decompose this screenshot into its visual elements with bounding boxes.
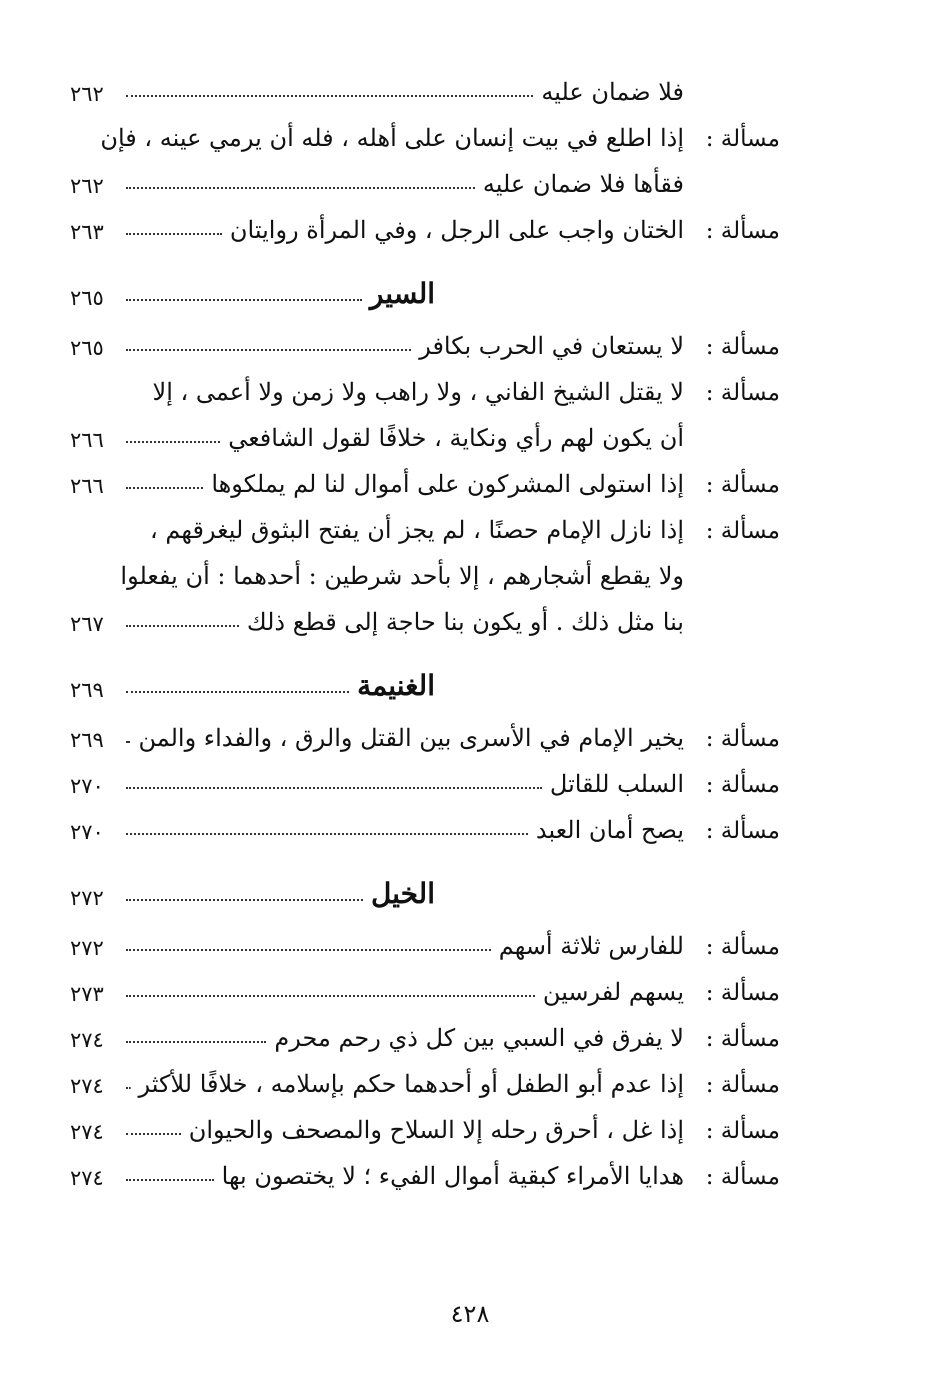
section-title: السير — [369, 277, 435, 310]
leader-dots — [126, 441, 220, 443]
toc-entry — [70, 406, 780, 452]
entry-label: مسألة : — [705, 934, 780, 960]
toc-entry — [70, 752, 780, 798]
section-heading — [70, 252, 780, 310]
leader-dots — [126, 187, 475, 189]
entry-label: مسألة : — [705, 1026, 780, 1052]
toc-entry — [70, 960, 780, 1006]
entry-label: مسألة : — [705, 1164, 780, 1190]
page-number: ٢٧٤ — [70, 1028, 104, 1052]
page-number: ٢٦٥ — [70, 336, 104, 360]
leader-dots — [126, 1179, 214, 1181]
table-of-contents — [70, 60, 780, 1190]
toc-entry — [70, 798, 780, 844]
toc-entry — [70, 706, 780, 752]
section-title: الغنيمة — [357, 669, 435, 702]
leader-dots — [126, 949, 491, 951]
entry-text: للفارس ثلاثة أسهم — [498, 932, 684, 960]
entry-text: ولا يقطع أشجارهم ، إلا بأحد شرطين : أحدهما : أن يفعلوا — [120, 562, 684, 590]
leader-dots — [126, 899, 363, 901]
entry-text: لا يفرق في السبي بين كل ذي رحم محرم — [274, 1024, 684, 1052]
toc-entry — [70, 360, 780, 406]
section-heading — [70, 852, 780, 910]
leader-dots — [126, 741, 130, 743]
entry-label: مسألة : — [705, 380, 780, 406]
page-number: ٢٧٣ — [70, 982, 104, 1006]
entry-text: إذا اطلع في بيت إنسان على أهله ، فله أن يرمي عينه ، فإن — [100, 124, 684, 152]
leader-dots — [126, 1087, 131, 1089]
entry-text: إذا نازل الإمام حصنًا ، لم يجز أن يفتح البثوق ليغرقهم ، — [150, 516, 684, 544]
leader-dots — [126, 487, 203, 489]
entry-text: إذا عدم أبو الطفل أو أحدهما حكم بإسلامه ، خلافًا للأكثر — [138, 1070, 684, 1098]
page-number: ٢٧٠ — [70, 820, 104, 844]
toc-entry — [70, 106, 780, 152]
page-number: ٢٧٤ — [70, 1120, 104, 1144]
toc-entry — [70, 1098, 780, 1144]
leader-dots — [126, 95, 533, 97]
page-number: ٢٦٧ — [70, 612, 104, 636]
toc-entry — [70, 198, 780, 244]
entry-text: فلا ضمان عليه — [541, 78, 684, 106]
page-number: ٢٧٤ — [70, 1074, 104, 1098]
leader-dots — [126, 349, 411, 351]
entry-label: مسألة : — [705, 772, 780, 798]
entry-label: مسألة : — [705, 818, 780, 844]
section-heading — [70, 644, 780, 702]
toc-entry — [70, 452, 780, 498]
page-number: ٢٧٤ — [70, 1166, 104, 1190]
leader-dots — [126, 787, 542, 789]
leader-dots — [126, 1133, 181, 1135]
toc-entry — [70, 314, 780, 360]
toc-entry — [70, 60, 780, 106]
page-number: ٢٦٥ — [70, 286, 104, 310]
page-number: ٢٧٢ — [70, 936, 104, 960]
section-title: الخيل — [370, 877, 435, 910]
entry-text: إذا استولى المشركون على أموال لنا لم يملكوها — [211, 470, 684, 498]
page-number: ٢٦٦ — [70, 428, 104, 452]
page-number: ٢٧٢ — [70, 886, 104, 910]
entry-text: فقأها فلا ضمان عليه — [482, 170, 684, 198]
leader-dots — [126, 833, 528, 835]
toc-entry — [70, 152, 780, 198]
entry-label: مسألة : — [705, 518, 780, 544]
entry-label: مسألة : — [705, 126, 780, 152]
toc-entry — [70, 544, 780, 590]
entry-text: هدايا الأمراء كبقية أموال الفيء ؛ لا يختصون بها — [221, 1162, 684, 1190]
entry-label: مسألة : — [705, 980, 780, 1006]
entry-label: مسألة : — [705, 334, 780, 360]
leader-dots — [126, 299, 362, 301]
entry-text: لا يقتل الشيخ الفاني ، ولا راهب ولا زمن ولا أعمى ، إلا — [152, 378, 684, 406]
entry-text: إذا غل ، أحرق رحله إلا السلاح والمصحف والحيوان — [188, 1116, 684, 1144]
entry-label: مسألة : — [705, 726, 780, 752]
toc-entry — [70, 1006, 780, 1052]
entry-text: الختان واجب على الرجل ، وفي المرأة روايتان — [229, 216, 684, 244]
toc-entry — [70, 1052, 780, 1098]
leader-dots — [126, 233, 222, 235]
entry-label: مسألة : — [705, 1072, 780, 1098]
page-number: ٢٦٩ — [70, 678, 104, 702]
page-number: ٢٦٢ — [70, 174, 104, 198]
page-number: ٢٧٠ — [70, 774, 104, 798]
leader-dots — [126, 995, 535, 997]
entry-text: يخير الإمام في الأسرى بين القتل والرق ، والفداء والمن — [138, 724, 684, 752]
page-number: ٢٦٦ — [70, 474, 104, 498]
entry-text: السلب للقاتل — [549, 770, 684, 798]
leader-dots — [126, 691, 349, 693]
entry-text: يسهم لفرسين — [542, 978, 684, 1006]
entry-label: مسألة : — [705, 1118, 780, 1144]
entry-text: بنا مثل ذلك . أو يكون بنا حاجة إلى قطع ذلك — [246, 608, 684, 636]
page-number: ٢٦٣ — [70, 220, 104, 244]
toc-entry — [70, 590, 780, 636]
page-number: ٢٦٢ — [70, 82, 104, 106]
entry-label: مسألة : — [705, 472, 780, 498]
leader-dots — [126, 625, 239, 627]
leader-dots — [126, 1041, 266, 1043]
entry-text: أن يكون لهم رأي ونكاية ، خلافًا لقول الشافعي — [228, 424, 684, 452]
entry-label: مسألة : — [705, 218, 780, 244]
entry-text: يصح أمان العبد — [535, 816, 684, 844]
toc-entry — [70, 498, 780, 544]
folio-page-number: ٤٢٨ — [450, 1300, 490, 1328]
toc-entry — [70, 1144, 780, 1190]
entry-text: لا يستعان في الحرب بكافر — [419, 332, 684, 360]
toc-entry — [70, 914, 780, 960]
page-number: ٢٦٩ — [70, 728, 104, 752]
